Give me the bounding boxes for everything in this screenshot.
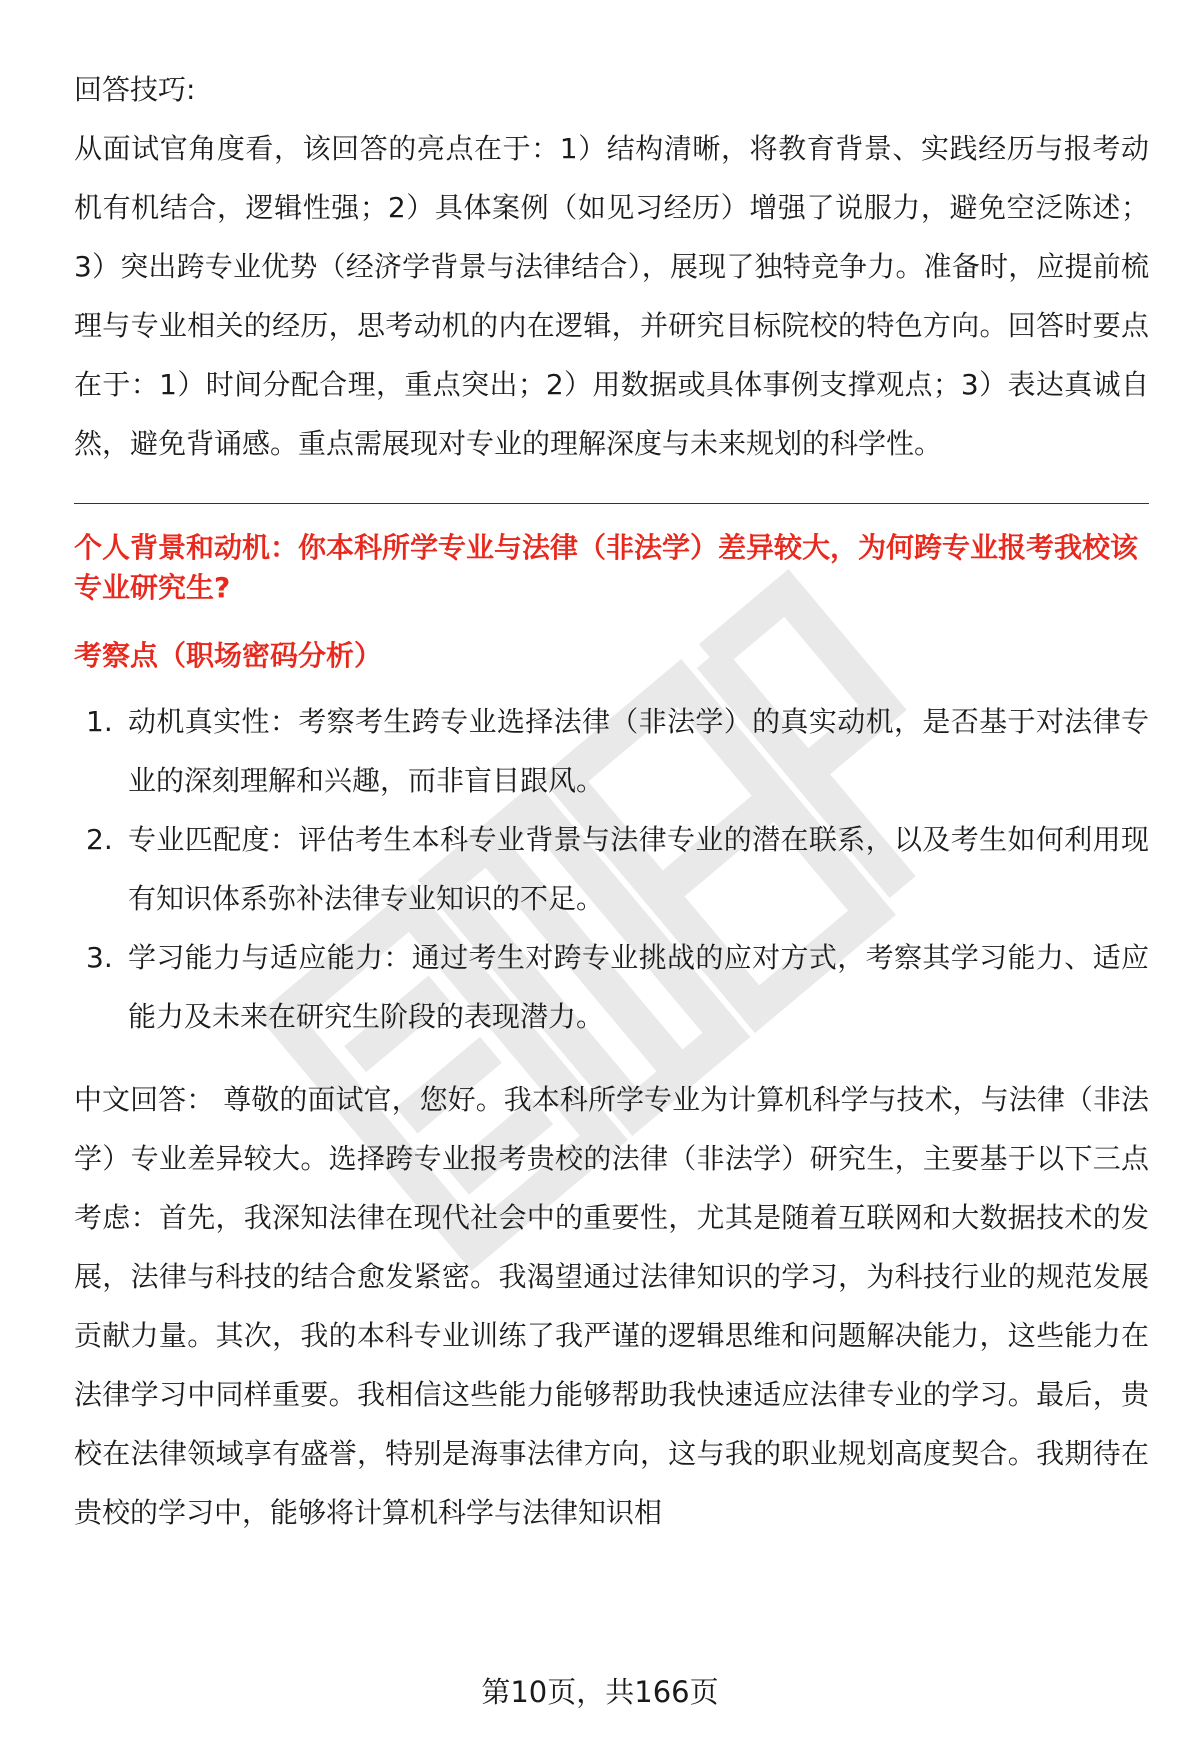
- list-item-text: 动机真实性：考察考生跨专业选择法律（非法学）的真实动机，是否基于对法律专业的深刻理解和兴趣，而非盲目跟风。: [128, 705, 1149, 797]
- list-item-number: 3.: [86, 941, 113, 974]
- list-item-number: 1.: [86, 705, 113, 738]
- page-number: 第10页，共166页: [481, 1675, 719, 1709]
- section-divider: [74, 503, 1149, 504]
- intro-paragraph: 从面试官角度看，该回答的亮点在于：1）结构清晰，将教育背景、实践经历与报考动机有机结合，逻辑性强；2）具体案例（如见习经历）增强了说服力，避免空泛陈述；3）突出跨专业优势（经济学背景与法律结合），展现了独特竞争力。准备时，应提前梳理与专业相关的经历，思考动机的内在逻辑，并研究目标院校的特色方向。回答时要点在于：1）时间分配合理，重点突出；2）用数据或具体事例支撑观点；3）表达真诚自然，避免背诵感。重点需展现对专业的理解深度与未来规划的科学性。: [74, 132, 1149, 460]
- list-item: [74, 692, 1149, 810]
- list-item: [74, 928, 1149, 1046]
- document-content: [74, 60, 1149, 1542]
- assessment-points-list: [74, 692, 1149, 1046]
- question-heading: 个人背景和动机：你本科所学专业与法律（非法学）差异较大，为何跨专业报考我校该专业研究生?: [74, 531, 1139, 604]
- list-item: [74, 810, 1149, 928]
- answer-paragraph: 中文回答： 尊敬的面试官，您好。我本科所学专业为计算机科学与技术，与法律（非法学）专业差异较大。选择跨专业报考贵校的法律（非法学）研究生，主要基于以下三点考虑：首先，我深知法律在现代社会中的重要性，尤其是随着互联网和大数据技术的发展，法律与科技的结合愈发紧密。我渴望通过法律知识的学习，为科技行业的规范发展贡献力量。其次，我的本科专业训练了我严谨的逻辑思维和问题解决能力，这些能力在法律学习中同样重要。我相信这些能力能够帮助我快速适应法律专业的学习。最后，贵校在法律领域享有盛誉，特别是海事法律方向，这与我的职业规划高度契合。我期待在贵校的学习中，能够将计算机科学与法律知识相: [74, 1083, 1149, 1529]
- assessment-points-heading: 考察点（职场密码分析）: [74, 639, 383, 672]
- list-item-number: 2.: [86, 823, 113, 856]
- list-item-text: 学习能力与适应能力：通过考生对跨专业挑战的应对方式，考察其学习能力、适应能力及未来在研究生阶段的表现潜力。: [128, 941, 1149, 1033]
- list-item-text: 专业匹配度：评估考生本科专业背景与法律专业的潜在联系，以及考生如何利用现有知识体系弥补法律专业知识的不足。: [128, 823, 1149, 915]
- intro-label: 回答技巧:: [74, 73, 196, 106]
